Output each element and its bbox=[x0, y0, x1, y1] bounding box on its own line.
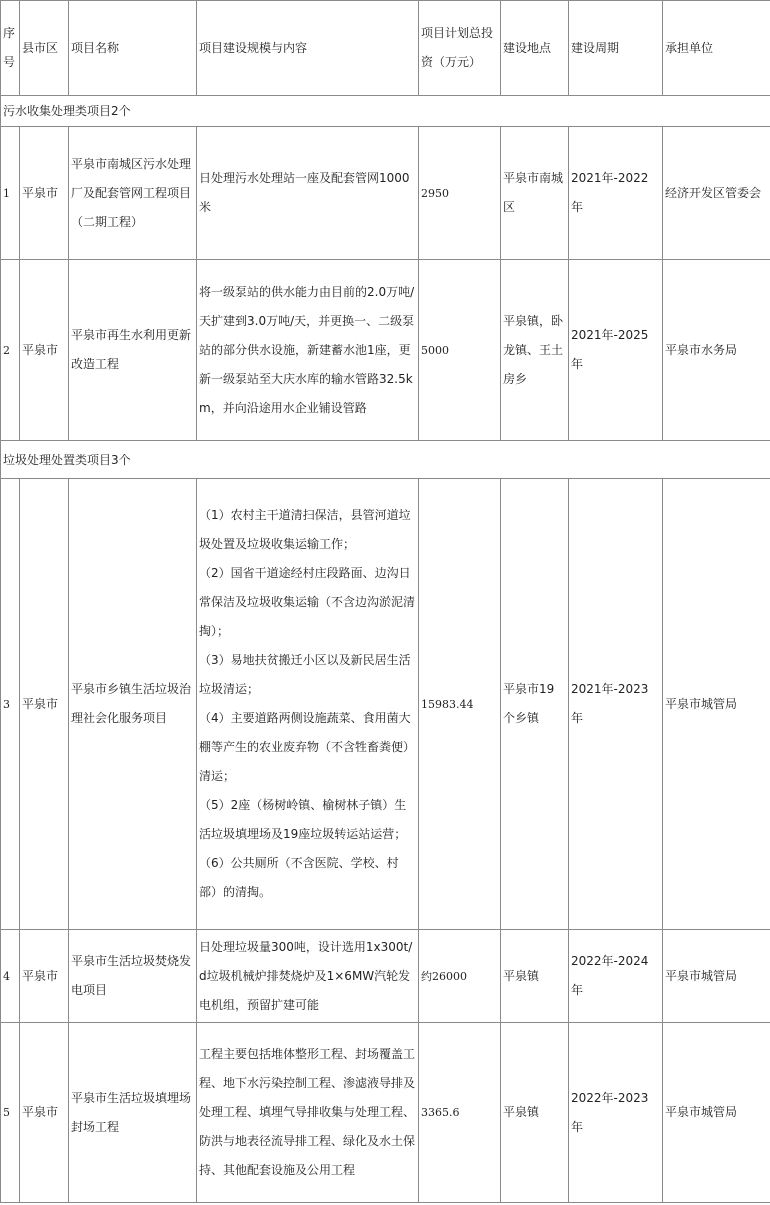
table-row bbox=[1, 127, 770, 260]
scale-line: （5）2座（杨树岭镇、榆树林子镇）生活垃圾填埋场及19座垃圾转运站运营； bbox=[199, 798, 407, 841]
cell-name: 平泉市南城区污水处理厂及配套管网工程项目（二期工程） bbox=[69, 127, 197, 260]
header-county: 县市区 bbox=[20, 1, 69, 96]
scale-line: 将一级泵站的供水能力由目前的2.0万吨/天扩建到3.0万吨/天，并更换一、二级泵站的部分供水设施，新建蓄水池1座，更新一级泵站至大庆水库的输水管路32.5km，并向沿途用水企业铺设管路 bbox=[199, 284, 415, 415]
cell-period: 2021年-2022年 bbox=[569, 127, 663, 260]
cell-unit: 平泉市城管局 bbox=[663, 479, 770, 930]
cell-scale bbox=[197, 260, 419, 441]
cell-invest: 约26000 bbox=[419, 930, 501, 1023]
cell-unit: 平泉市水务局 bbox=[663, 260, 770, 441]
scale-line: （2）国省干道途经村庄段路面、边沟日常保洁及垃圾收集运输（不含边沟淤泥清掏）； bbox=[199, 566, 416, 638]
cell-scale bbox=[197, 479, 419, 930]
cell-location: 平泉市19个乡镇 bbox=[501, 479, 569, 930]
scale-line: 工程主要包括堆体整形工程、封场覆盖工程、地下水污染控制工程、渗滤液导排及处理工程、填埋气导排收集与处理工程、防洪与地表径流导排工程、绿化及水土保持、其他配套设施及公用工程 bbox=[199, 1047, 416, 1177]
cell-invest: 3365.6 bbox=[419, 1023, 501, 1203]
scale-line: （3）易地扶贫搬迁小区以及新民居生活垃圾清运； bbox=[199, 653, 411, 696]
cell-name: 平泉市乡镇生活垃圾治理社会化服务项目 bbox=[69, 479, 197, 930]
scale-line: 日处理污水处理站一座及配套管网1000米 bbox=[199, 171, 410, 214]
scale-line: （1）农村主干道清扫保洁，县管河道垃圾处置及垃圾收集运输工作； bbox=[199, 508, 411, 551]
section-title: 垃圾处理处置类项目3个 bbox=[1, 441, 770, 479]
header-invest: 项目计划总投资（万元） bbox=[419, 1, 501, 96]
table-row bbox=[1, 930, 770, 1023]
cell-seq: 1 bbox=[1, 127, 20, 260]
table-row bbox=[1, 1023, 770, 1203]
cell-unit: 平泉市城管局 bbox=[663, 1023, 770, 1203]
cell-period: 2022年-2023年 bbox=[569, 1023, 663, 1203]
table-row bbox=[1, 260, 770, 441]
cell-invest: 5000 bbox=[419, 260, 501, 441]
cell-period: 2021年-2025年 bbox=[569, 260, 663, 441]
header-unit: 承担单位 bbox=[663, 1, 770, 96]
cell-location: 平泉镇 bbox=[501, 1023, 569, 1203]
scale-line: 日处理垃圾量300吨，设计选用1x300t/d垃圾机械炉排焚烧炉及1×6MW汽轮发电机组，预留扩建可能 bbox=[199, 939, 413, 1012]
cell-county: 平泉市 bbox=[20, 260, 69, 441]
cell-county: 平泉市 bbox=[20, 1023, 69, 1203]
cell-county: 平泉市 bbox=[20, 127, 69, 260]
section-row bbox=[1, 441, 770, 479]
scale-line: （4）主要道路两侧设施蔬菜、食用菌大棚等产生的农业废弃物（不含牲畜粪便）清运； bbox=[199, 711, 416, 783]
section-title: 污水收集处理类项目2个 bbox=[1, 96, 770, 127]
cell-invest: 15983.44 bbox=[419, 479, 501, 930]
cell-location: 平泉市南城区 bbox=[501, 127, 569, 260]
cell-scale bbox=[197, 127, 419, 260]
cell-seq: 5 bbox=[1, 1023, 20, 1203]
section-row bbox=[1, 96, 770, 127]
cell-period: 2021年-2023年 bbox=[569, 479, 663, 930]
header-location: 建设地点 bbox=[501, 1, 569, 96]
header-row bbox=[1, 1, 770, 96]
cell-name: 平泉市再生水利用更新改造工程 bbox=[69, 260, 197, 441]
header-seq: 序号 bbox=[1, 1, 20, 96]
header-period: 建设周期 bbox=[569, 1, 663, 96]
cell-seq: 4 bbox=[1, 930, 20, 1023]
header-scale: 项目建设规模与内容 bbox=[197, 1, 419, 96]
cell-location: 平泉镇，卧龙镇、王土房乡 bbox=[501, 260, 569, 441]
cell-seq: 2 bbox=[1, 260, 20, 441]
cell-county: 平泉市 bbox=[20, 479, 69, 930]
cell-scale bbox=[197, 1023, 419, 1203]
cell-location: 平泉镇 bbox=[501, 930, 569, 1023]
cell-county: 平泉市 bbox=[20, 930, 69, 1023]
table-row bbox=[1, 479, 770, 930]
header-name: 项目名称 bbox=[69, 1, 197, 96]
cell-seq: 3 bbox=[1, 479, 20, 930]
cell-unit: 经济开发区管委会 bbox=[663, 127, 770, 260]
cell-name: 平泉市生活垃圾填埋场封场工程 bbox=[69, 1023, 197, 1203]
scale-line: （6）公共厕所（不含医院、学校、村部）的清掏。 bbox=[199, 856, 399, 899]
cell-scale bbox=[197, 930, 419, 1023]
cell-name: 平泉市生活垃圾焚烧发电项目 bbox=[69, 930, 197, 1023]
cell-invest: 2950 bbox=[419, 127, 501, 260]
cell-unit: 平泉市城管局 bbox=[663, 930, 770, 1023]
cell-period: 2022年-2024年 bbox=[569, 930, 663, 1023]
